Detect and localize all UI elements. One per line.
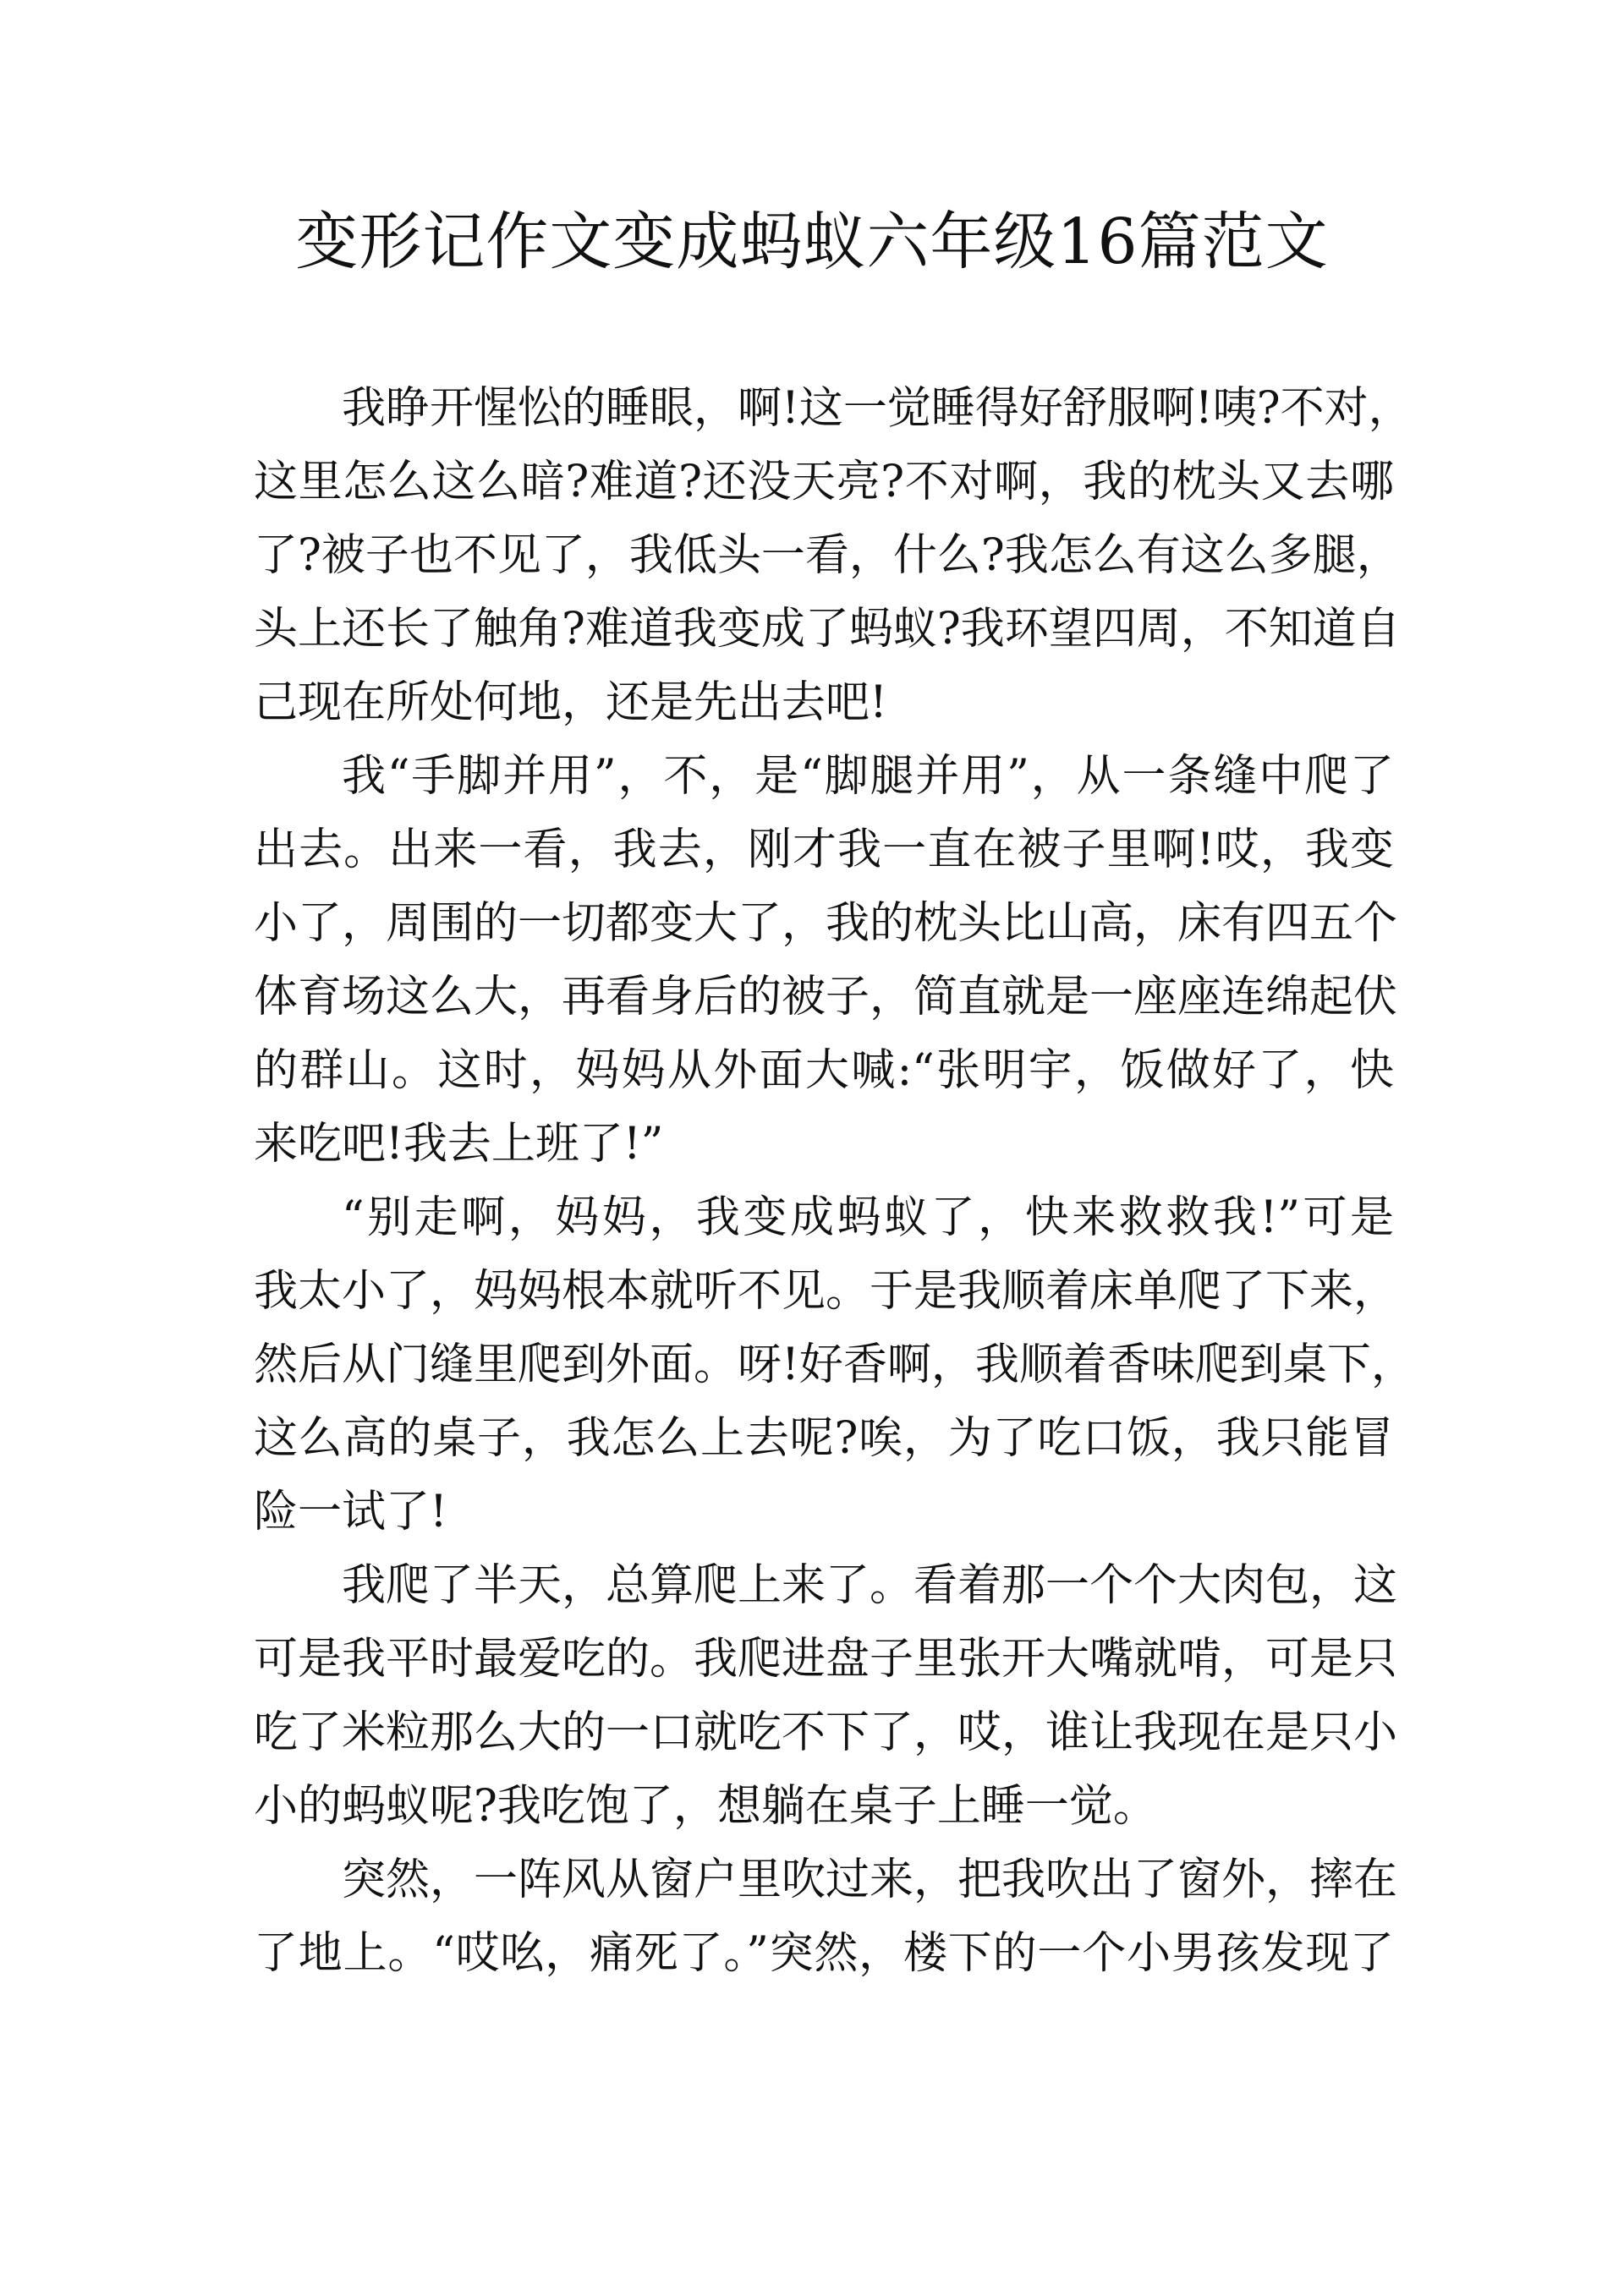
paragraph-2-line-2: 出去。出来一看，我去，刚才我一直在被子里啊!哎，我变 <box>254 825 1394 875</box>
paragraph-1-line-5: 己现在所处何地，还是先出去吧! <box>254 677 887 728</box>
document-body <box>254 372 1415 1991</box>
paragraph-1-line-1: 我睁开惺忪的睡眼，啊!这一觉睡得好舒服啊!咦?不对， <box>342 383 1413 434</box>
paragraph-4-line-3: 吃了米粒那么大的一口就吃不下了，哎，谁让我现在是只小 <box>254 1707 1398 1758</box>
paragraph-3-line-5: 险一试了! <box>254 1487 447 1537</box>
paragraph-5-line-2: 了地上。“哎吆，痛死了。”突然，楼下的一个小男孩发现了 <box>254 1928 1394 1979</box>
paragraph-3-line-1: “别走啊，妈妈，我变成蚂蚁了，快来救救我!”可是 <box>342 1192 1394 1243</box>
paragraph-1-line-4: 头上还长了触角?难道我变成了蚂蚁?我环望四周，不知道自 <box>254 604 1401 655</box>
paragraph-2-line-6: 来吃吧!我去上班了!” <box>254 1119 664 1170</box>
paragraph-2-line-4: 体育场这么大，再看身后的被子，简直就是一座座连绵起伏 <box>254 972 1398 1022</box>
paragraph-3-line-2: 我太小了，妈妈根本就听不见。于是我顺着床单爬了下来， <box>254 1266 1398 1317</box>
paragraph-2-line-5: 的群山。这时，妈妈从外面大喊:“张明宇，饭做好了，快 <box>254 1045 1394 1096</box>
paragraph-5-line-1: 突然，一阵风从窗户里吹过来，把我吹出了窗外，摔在 <box>342 1855 1398 1905</box>
paragraph-1-line-3: 了?被子也不见了，我低头一看，什么?我怎么有这么多腿， <box>254 530 1401 581</box>
paragraph-4-line-2: 可是我平时最爱吃的。我爬进盘子里张开大嘴就啃，可是只 <box>254 1634 1398 1685</box>
document-title: 变形记作文变成蚂蚁六年级16篇范文 <box>295 205 1329 278</box>
paragraph-3-line-4: 这么高的桌子，我怎么上去呢?唉，为了吃口饭，我只能冒 <box>254 1413 1394 1464</box>
paragraph-4-line-1: 我爬了半天，总算爬上来了。看着那一个个大肉包，这 <box>342 1560 1398 1611</box>
paragraph-1-line-2: 这里怎么这么暗?难道?还没天亮?不对啊，我的枕头又去哪 <box>254 457 1394 507</box>
paragraph-3-line-3: 然后从门缝里爬到外面。呀!好香啊，我顺着香味爬到桌下， <box>254 1340 1415 1390</box>
paragraph-4-line-4: 小的蚂蚁呢?我吃饱了，想躺在桌子上睡一觉。 <box>254 1781 1157 1832</box>
paragraph-2-line-1: 我“手脚并用”，不，是“脚腿并用”，从一条缝中爬了 <box>342 751 1394 802</box>
paragraph-2-line-3: 小了，周围的一切都变大了，我的枕头比山高，床有四五个 <box>254 898 1398 949</box>
